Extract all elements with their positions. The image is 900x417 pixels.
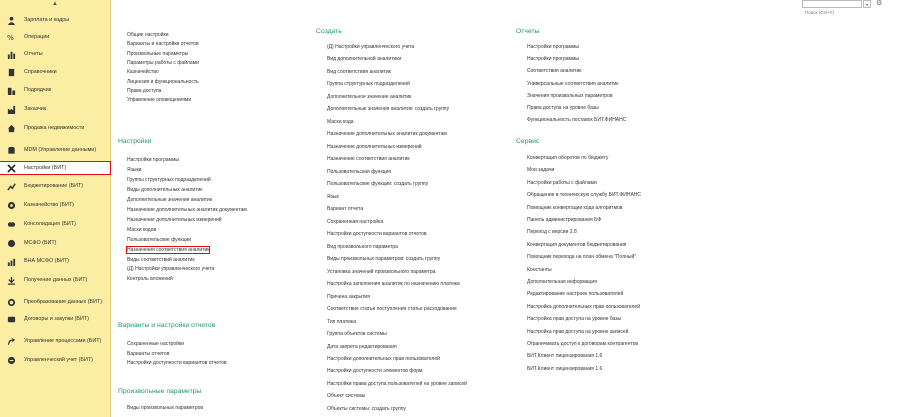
sidebar-item-label: Справочники [24, 68, 57, 75]
create-link[interactable]: Установка значений произвольного параметра [327, 268, 436, 275]
create-link[interactable]: Настройки права доступа пользователей на уровне записей [327, 380, 467, 387]
settings-link[interactable]: Параметры работы с файлами [127, 59, 199, 66]
create-link[interactable]: Объект системы [327, 393, 366, 400]
create-link[interactable]: Дата запрета редактирования [327, 343, 397, 350]
search-dropdown-button[interactable] [863, 0, 871, 8]
report-link[interactable]: Универсальные соответствия аналитик [527, 80, 619, 87]
tools-icon [6, 163, 16, 173]
sidebar-item[interactable] [0, 162, 110, 174]
service-link[interactable]: Обращение в техническую службу БИТ.ФИНАНС [527, 192, 641, 199]
service-link[interactable]: БИТ.Клиент лицензирования 1.6 [527, 365, 603, 372]
create-link[interactable]: Виды произвольных параметров: создать группу [327, 256, 441, 263]
create-link[interactable]: Настройки дополнительных прав пользователей [327, 356, 440, 362]
settings-link[interactable]: Виды соответствий аналитик [127, 256, 195, 263]
sidebar-item[interactable] [0, 84, 110, 96]
sidebar-item-label: Операции [24, 33, 50, 40]
create-link[interactable]: Настройки доступности элементов форм [327, 368, 423, 375]
section-title-create: Создать [316, 28, 342, 35]
scroll-up-icon[interactable]: ▲ [52, 1, 58, 7]
sidebar-item[interactable] [0, 218, 110, 230]
settings-link[interactable]: (Д) Настройки управленческого учета [127, 266, 215, 273]
sidebar-item-label: ВНА МСФО (БИТ) [24, 257, 70, 264]
section-title-service: Сервис [516, 138, 540, 145]
variants-link[interactable]: Сохраненные настройки [127, 341, 184, 347]
settings-link[interactable]: Группы структурных подразделений [127, 176, 211, 183]
settings-link[interactable]: Управление оповещениями [127, 97, 192, 104]
create-link[interactable]: Пользовательская функция [327, 168, 391, 175]
sidebar-item-label: МСФО (БИТ) [24, 239, 57, 246]
globe-icon [6, 238, 16, 248]
chevron-down-icon[interactable]: ▾ [865, 1, 868, 7]
sidebar-item[interactable] [0, 48, 110, 60]
report-link[interactable]: Права доступа на уровне базы [527, 105, 599, 111]
budget-icon [6, 181, 16, 191]
create-link[interactable]: Объекты системы: создать группу [327, 405, 406, 412]
treasury-icon [6, 200, 16, 210]
sidebar-item-label: Заказчик [24, 105, 47, 112]
service-link[interactable]: Настройка прав доступа на уровне базы [527, 316, 622, 323]
settings-link[interactable]: Произвольные параметры [127, 50, 189, 57]
service-link[interactable]: Конвертация оборотов по бюджету [527, 155, 609, 161]
settings-link[interactable]: Назначение дополнительных измерений [127, 216, 222, 223]
sidebar-item[interactable] [0, 274, 110, 286]
create-link[interactable]: Тип платежа [327, 318, 357, 325]
sidebar-item[interactable] [0, 237, 110, 249]
consolidation-icon [6, 219, 16, 229]
settings-link[interactable]: Права доступа [127, 87, 162, 94]
sidebar-item-label: MDM (Управление данными) [24, 146, 97, 153]
sidebar-item-label: Подрядчик [24, 86, 52, 93]
download-icon [6, 275, 16, 285]
sidebar-item-label: Бюджетирование (БИТ) [24, 182, 84, 189]
report-link[interactable]: Соответствия аналитик [527, 68, 582, 75]
section-title-reports: Отчеты [516, 28, 540, 35]
create-link[interactable]: Настройка заполнения аналитик по назначению платежа [327, 281, 460, 288]
sidebar-item-label: Зарплата и кадры [24, 16, 70, 23]
create-link[interactable]: Вид дополнительной аналитики [327, 56, 402, 63]
settings-link[interactable]: Настройки программы [127, 157, 180, 163]
settings-link[interactable]: Варианты и настройки отчетов [127, 41, 199, 48]
variants-link[interactable]: Варианты отчетов [127, 350, 170, 357]
settings-link[interactable]: Назначение дополнительных аналитик документам [127, 206, 247, 213]
report-link[interactable]: Настройки программы [527, 44, 580, 50]
sidebar-item-label: Договоры и закупки (БИТ) [24, 315, 89, 322]
accounting-icon [6, 355, 16, 365]
sidebar-item[interactable] [0, 14, 110, 26]
sidebar-item-label: Консолидация (БИТ) [24, 220, 76, 227]
create-link[interactable]: Назначение дополнительных аналитик документам [327, 131, 447, 138]
person-icon [6, 15, 16, 25]
bar-chart-icon [6, 49, 16, 59]
sidebar-item-label: Казначейство (БИТ) [24, 201, 74, 208]
params-link[interactable]: Виды произвольных параметров [127, 405, 204, 411]
sidebar [0, 0, 111, 417]
service-link[interactable]: Мои задачи [527, 167, 555, 174]
create-link[interactable]: (Д) Настройки управленческого учета [327, 44, 415, 50]
create-link[interactable]: Вид соответствия аналитик [327, 68, 391, 75]
sidebar-item[interactable] [0, 352, 110, 368]
sidebar-item[interactable] [0, 142, 110, 158]
service-link[interactable]: Конвертация документов бюджетирования [527, 241, 627, 248]
create-link[interactable]: Группа структурных подразделений [327, 81, 410, 88]
contracts-icon [6, 314, 16, 324]
report-link[interactable]: Функциональность поставок БИТ.ФИНАНС [527, 117, 627, 124]
create-link[interactable]: Причина закрытия [327, 293, 370, 300]
service-link[interactable]: Константы [527, 266, 552, 273]
search-input[interactable] [803, 10, 861, 16]
process-icon [6, 336, 16, 346]
highlighted-settings-link[interactable]: Назначения соответствия аналитик [127, 246, 210, 253]
settings-link[interactable]: Казначейство [127, 69, 159, 76]
service-link[interactable]: Настройки работы с файлами [527, 179, 597, 186]
create-link[interactable]: Маска кода [327, 118, 354, 125]
assets-icon [6, 256, 16, 266]
create-link[interactable]: Группа объектов системы [327, 331, 387, 338]
sidebar-item[interactable] [0, 333, 110, 349]
create-link[interactable]: Пользовательские функции: создать группу [327, 181, 429, 188]
service-link[interactable]: Настройка дополнительных прав пользователей [527, 303, 641, 310]
service-link[interactable]: Редактирование настроек пользователей [527, 291, 624, 298]
create-link[interactable]: Дополнительное значение аналитик [327, 93, 412, 100]
settings-link[interactable]: Дополнительные значения аналитик [127, 196, 213, 203]
operations-icon [6, 32, 16, 42]
sidebar-item[interactable] [0, 122, 110, 134]
settings-link[interactable]: Маски кодов [127, 226, 157, 233]
create-link[interactable]: Дополнительные значения аналитик: создать группу [327, 106, 450, 113]
sidebar-item-label: Настройки (БИТ) [24, 164, 67, 171]
settings-link[interactable]: Лицензия и функциональность [127, 78, 199, 85]
house-icon [6, 123, 16, 133]
create-link[interactable]: Назначение соответствия аналитик [327, 156, 410, 163]
sidebar-item-label: Отчеты [24, 50, 43, 57]
create-link[interactable]: Соответствие статьи поступления статье расходования [327, 306, 457, 313]
transform-icon [6, 297, 16, 307]
report-link[interactable]: Настройки программы [527, 56, 580, 63]
create-link[interactable]: Вариант отчета [327, 206, 364, 213]
create-link[interactable]: Назначение дополнительных измерений [327, 143, 422, 150]
section-title-params: Произвольные параметры [118, 388, 202, 395]
sidebar-item[interactable] [0, 199, 110, 211]
create-link[interactable]: Настройки доступности вариантов отчетов [327, 231, 427, 238]
section-title-settings: Настройки [118, 138, 152, 145]
settings-link[interactable]: Контроль вложений [127, 276, 173, 283]
building-icon [6, 85, 16, 95]
sidebar-item-label: Управление процессами (БИТ) [24, 337, 102, 344]
sidebar-item[interactable] [0, 313, 110, 325]
sidebar-scroll-up[interactable] [0, 0, 110, 10]
service-link[interactable]: Панель администрирования БФ [527, 217, 602, 223]
search-box[interactable] [802, 0, 862, 8]
create-link[interactable]: Язык [327, 193, 339, 200]
service-link[interactable]: Помощник конвертации кода алгоритмов [527, 204, 623, 211]
sidebar-item[interactable] [0, 294, 110, 310]
sidebar-item-label: Управленческий учет (БИТ) [24, 356, 93, 363]
database-icon [6, 145, 16, 155]
settings-link[interactable]: Пользовательские функции [127, 236, 192, 243]
settings-link[interactable]: Общие настройки [127, 32, 169, 38]
service-link[interactable]: БИТ.Клиент лицензирования 1.6 [527, 353, 603, 360]
sidebar-item[interactable] [0, 31, 110, 43]
settings-link[interactable]: Виды дополнительных аналитик [127, 186, 203, 193]
sidebar-item[interactable] [0, 66, 110, 78]
sidebar-item[interactable] [0, 255, 110, 267]
variants-link[interactable]: Настройки доступности вариантов отчетов [127, 360, 227, 366]
sidebar-item-label: Преобразование данных (БИТ) [24, 298, 103, 305]
gear-icon[interactable]: ⚙ [876, 0, 883, 7]
create-link[interactable]: Вид произвольного параметра [327, 243, 398, 250]
service-link[interactable]: Дополнительная информация [527, 279, 597, 285]
service-link[interactable]: Настройка прав доступа на уровне записей [527, 328, 629, 335]
sidebar-item[interactable] [0, 180, 110, 192]
sidebar-item-label: Получение данных (БИТ) [24, 276, 88, 283]
sidebar-item[interactable] [0, 103, 110, 115]
service-link[interactable]: Помощник перехода на план обмена "Полный" [527, 254, 637, 261]
book-icon [6, 67, 16, 77]
svg-text:%: % [6, 32, 14, 42]
service-link[interactable]: Ограничивать доступ к договорам контрагентов [527, 341, 639, 347]
create-link[interactable]: Сохраненная настройка [327, 218, 384, 225]
settings-link[interactable]: Языки [127, 166, 142, 173]
service-link[interactable]: Переход с версии 2.8 [527, 229, 577, 236]
report-link[interactable]: Значения произвольных параметров [527, 92, 613, 99]
sidebar-item-label: Продажа недвижимости [24, 124, 85, 131]
factory-icon [6, 104, 16, 114]
section-title-variants: Варианты и настройки отчетов [118, 322, 216, 329]
